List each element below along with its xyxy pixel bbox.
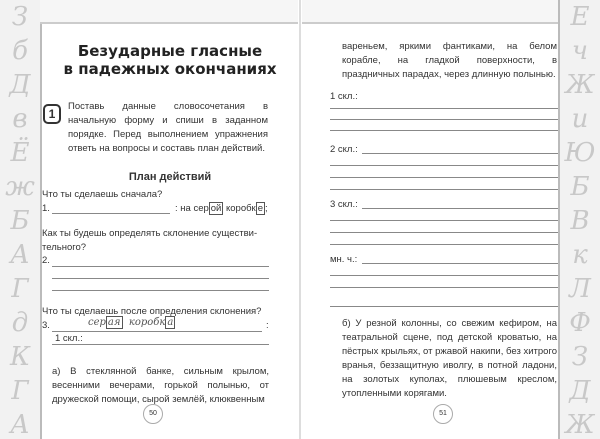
- decorative-letter: А: [10, 240, 30, 270]
- skl1-line[interactable]: [52, 344, 269, 345]
- question-2-line1: Как ты будешь определять склонение существи-: [42, 228, 258, 239]
- right-top-decoration: [302, 0, 558, 24]
- right-skl3-line[interactable]: [330, 244, 558, 245]
- hand-word2: коробк: [128, 317, 166, 328]
- text-b: б) У резной колонны, со свежим кефиром, на театральной сцене, под детской кроватью, на пёстрых крыльях, от ржавой накипи, без хитрого вранья, беззащитную иволгу, в потной ладони, на золотых куполах, плюшевым креслом, утопленными корягами.: [342, 318, 557, 399]
- decorative-letter: З: [11, 2, 29, 32]
- answer-3-line[interactable]: [52, 331, 262, 332]
- right-skl3-label: 3 скл.:: [330, 199, 358, 210]
- plural-line[interactable]: [330, 275, 558, 276]
- right-decorative-border: [558, 0, 600, 439]
- right-skl1-line[interactable]: [330, 130, 558, 131]
- right-skl3-line[interactable]: [330, 220, 558, 221]
- decorative-letter: б: [12, 36, 28, 66]
- text-a-continued: вареньем, яркими фантиками, на белом корабле, на гладкой поверхности, в праздничных парадах, через длинную полынью.: [342, 41, 557, 80]
- decorative-letter: К: [9, 342, 31, 372]
- right-skl1-line[interactable]: [330, 108, 558, 109]
- decorative-letter: Б: [10, 206, 30, 236]
- right-skl2-line[interactable]: [330, 189, 558, 190]
- question-2-line2: тельного?: [42, 242, 87, 253]
- exercise-number: 1: [43, 104, 61, 124]
- ending-box: ой: [210, 203, 222, 214]
- skl1-label: 1 скл.:: [55, 333, 83, 344]
- decorative-letter: в: [12, 104, 28, 134]
- left-top-decoration: [40, 0, 298, 24]
- decorative-letter: Б: [570, 172, 590, 202]
- answer-3-handwriting: [88, 317, 175, 328]
- page-title-line1: Безударные гласные: [77, 42, 263, 60]
- answer-2-label: 2.: [42, 255, 50, 266]
- decorative-letter: Ё: [10, 138, 30, 168]
- answer-1-word2: коробк: [223, 203, 256, 214]
- answer-1-line[interactable]: [52, 213, 170, 214]
- plan-heading: План действий: [128, 171, 212, 183]
- decorative-letter: Ф: [569, 308, 591, 338]
- text-a: а) В стеклянной банке, сильным крылом, весенними вечерами, горькой полынью, от дружеской помощи, сырой землёй, клюквенным: [52, 366, 269, 405]
- decorative-letter: В: [570, 206, 590, 236]
- plural-line[interactable]: [330, 306, 558, 307]
- right-skl2-line[interactable]: [330, 177, 558, 178]
- semicolon: ;: [265, 203, 268, 214]
- exercise-instruction: Поставь данные словосочетания в начальную форму и спиши в заданном порядке. Перед выполнением упражнения ответь на вопросы и составь план действий.: [68, 101, 268, 154]
- hand-word1: сер: [88, 317, 106, 328]
- decorative-letter: З: [571, 342, 589, 372]
- plural-label: мн. ч.:: [330, 254, 358, 265]
- decorative-letter: Д: [9, 70, 31, 100]
- answer-2-line[interactable]: [52, 290, 269, 291]
- decorative-letter: Е: [570, 2, 590, 32]
- decorative-letter: Ю: [564, 138, 596, 168]
- answer-2-line[interactable]: [52, 266, 269, 267]
- decorative-letter: Д: [569, 376, 591, 406]
- decorative-letter: Ж: [565, 410, 595, 439]
- right-skl1-label: 1 скл.:: [330, 91, 358, 102]
- left-decorative-border: [0, 0, 42, 439]
- page-number-left: 50: [143, 404, 163, 424]
- ending-box: ая: [107, 317, 121, 328]
- decorative-letter: ч: [571, 36, 589, 66]
- answer-3-colon: :: [266, 320, 269, 331]
- ending-box: а: [167, 317, 174, 328]
- right-skl3-line[interactable]: [362, 208, 558, 209]
- decorative-letter: и: [571, 104, 589, 134]
- right-skl2-line[interactable]: [362, 153, 558, 154]
- page-number-right: 51: [433, 404, 453, 424]
- ending-box: е: [257, 203, 264, 214]
- decorative-letter: Г: [11, 376, 29, 406]
- decorative-letter: Л: [569, 274, 591, 304]
- page-title-line2: в падежных окончаниях: [63, 60, 277, 78]
- answer-1-label: 1.: [42, 203, 50, 214]
- answer-1-text: [175, 201, 268, 216]
- answer-1-word1: : на сер: [175, 203, 209, 214]
- decorative-letter: к: [572, 240, 588, 270]
- question-1: Что ты сделаешь сначала?: [42, 189, 163, 200]
- answer-3-label: 3.: [42, 320, 50, 331]
- decorative-letter: А: [10, 410, 30, 439]
- plural-line[interactable]: [330, 287, 558, 288]
- decorative-letter: ж: [5, 172, 35, 202]
- decorative-letter: Г: [11, 274, 29, 304]
- decorative-letter: д: [11, 308, 29, 338]
- question-3: Что ты сделаешь после определения склонения?: [42, 306, 262, 317]
- answer-2-line[interactable]: [52, 278, 269, 279]
- right-skl2-label: 2 скл.:: [330, 144, 358, 155]
- right-skl1-line[interactable]: [330, 119, 558, 120]
- right-skl2-line[interactable]: [330, 165, 558, 166]
- plural-line[interactable]: [362, 263, 558, 264]
- right-skl3-line[interactable]: [330, 232, 558, 233]
- decorative-letter: Ж: [565, 70, 595, 100]
